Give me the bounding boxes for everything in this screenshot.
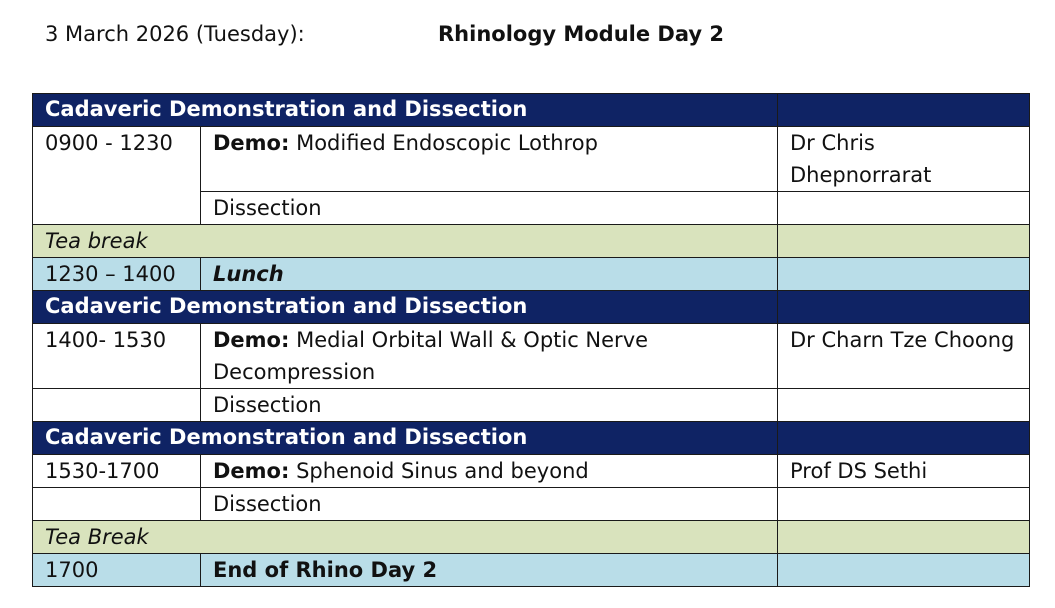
empty-cell	[778, 488, 1030, 521]
topic-cell	[201, 127, 778, 192]
demo-topic: Modified Endoscopic Lothrop	[296, 131, 598, 155]
lunch-label: Lunch	[201, 258, 778, 291]
section-empty-cell	[778, 422, 1030, 455]
empty-cell	[33, 488, 201, 521]
table-row	[33, 127, 1030, 192]
dissection-cell: Dissection	[201, 488, 778, 521]
time-cell: 1230 – 1400	[33, 258, 201, 291]
empty-cell	[778, 225, 1030, 258]
speaker-cell: Prof DS Sethi	[778, 455, 1030, 488]
tea-break-row	[33, 521, 1030, 554]
dissection-cell: Dissection	[201, 192, 778, 225]
time-cell: 1700	[33, 554, 201, 587]
empty-cell	[778, 389, 1030, 422]
empty-cell	[778, 192, 1030, 225]
topic-cell	[201, 455, 778, 488]
topic-cell	[201, 324, 778, 389]
section-title: Cadaveric Demonstration and Dissection	[33, 291, 778, 324]
time-cell: 0900 - 1230	[33, 127, 201, 225]
table-row	[33, 455, 1030, 488]
empty-cell	[778, 521, 1030, 554]
section-header-row	[33, 291, 1030, 324]
table-row	[33, 488, 1030, 521]
demo-topic: Sphenoid Sinus and beyond	[296, 459, 589, 483]
lunch-row	[33, 258, 1030, 291]
empty-cell	[778, 554, 1030, 587]
demo-label: Demo:	[213, 459, 290, 483]
speaker-cell: Dr Chris Dhepnorrarat	[778, 127, 1030, 192]
schedule-table	[32, 93, 1030, 587]
tea-break-label: Tea Break	[33, 521, 778, 554]
section-title: Cadaveric Demonstration and Dissection	[33, 94, 778, 127]
tea-break-row	[33, 225, 1030, 258]
time-cell: 1400- 1530	[33, 324, 201, 389]
end-label: End of Rhino Day 2	[201, 554, 778, 587]
demo-label: Demo:	[213, 328, 290, 352]
speaker-cell: Dr Charn Tze Choong	[778, 324, 1030, 389]
section-title: Cadaveric Demonstration and Dissection	[33, 422, 778, 455]
document-header	[45, 22, 945, 56]
module-title: Rhinology Module Day 2	[438, 22, 724, 46]
tea-break-label: Tea break	[33, 225, 778, 258]
dissection-cell: Dissection	[201, 389, 778, 422]
section-header-row	[33, 94, 1030, 127]
section-empty-cell	[778, 94, 1030, 127]
table-row	[33, 389, 1030, 422]
section-empty-cell	[778, 291, 1030, 324]
time-cell: 1530-1700	[33, 455, 201, 488]
demo-topic: Medial Orbital Wall & Optic Nerve Decompression	[213, 328, 649, 384]
section-header-row	[33, 422, 1030, 455]
session-date: 3 March 2026 (Tuesday):	[45, 22, 305, 46]
empty-cell	[33, 389, 201, 422]
empty-cell	[778, 258, 1030, 291]
table-row	[33, 324, 1030, 389]
demo-label: Demo:	[213, 131, 290, 155]
end-row	[33, 554, 1030, 587]
